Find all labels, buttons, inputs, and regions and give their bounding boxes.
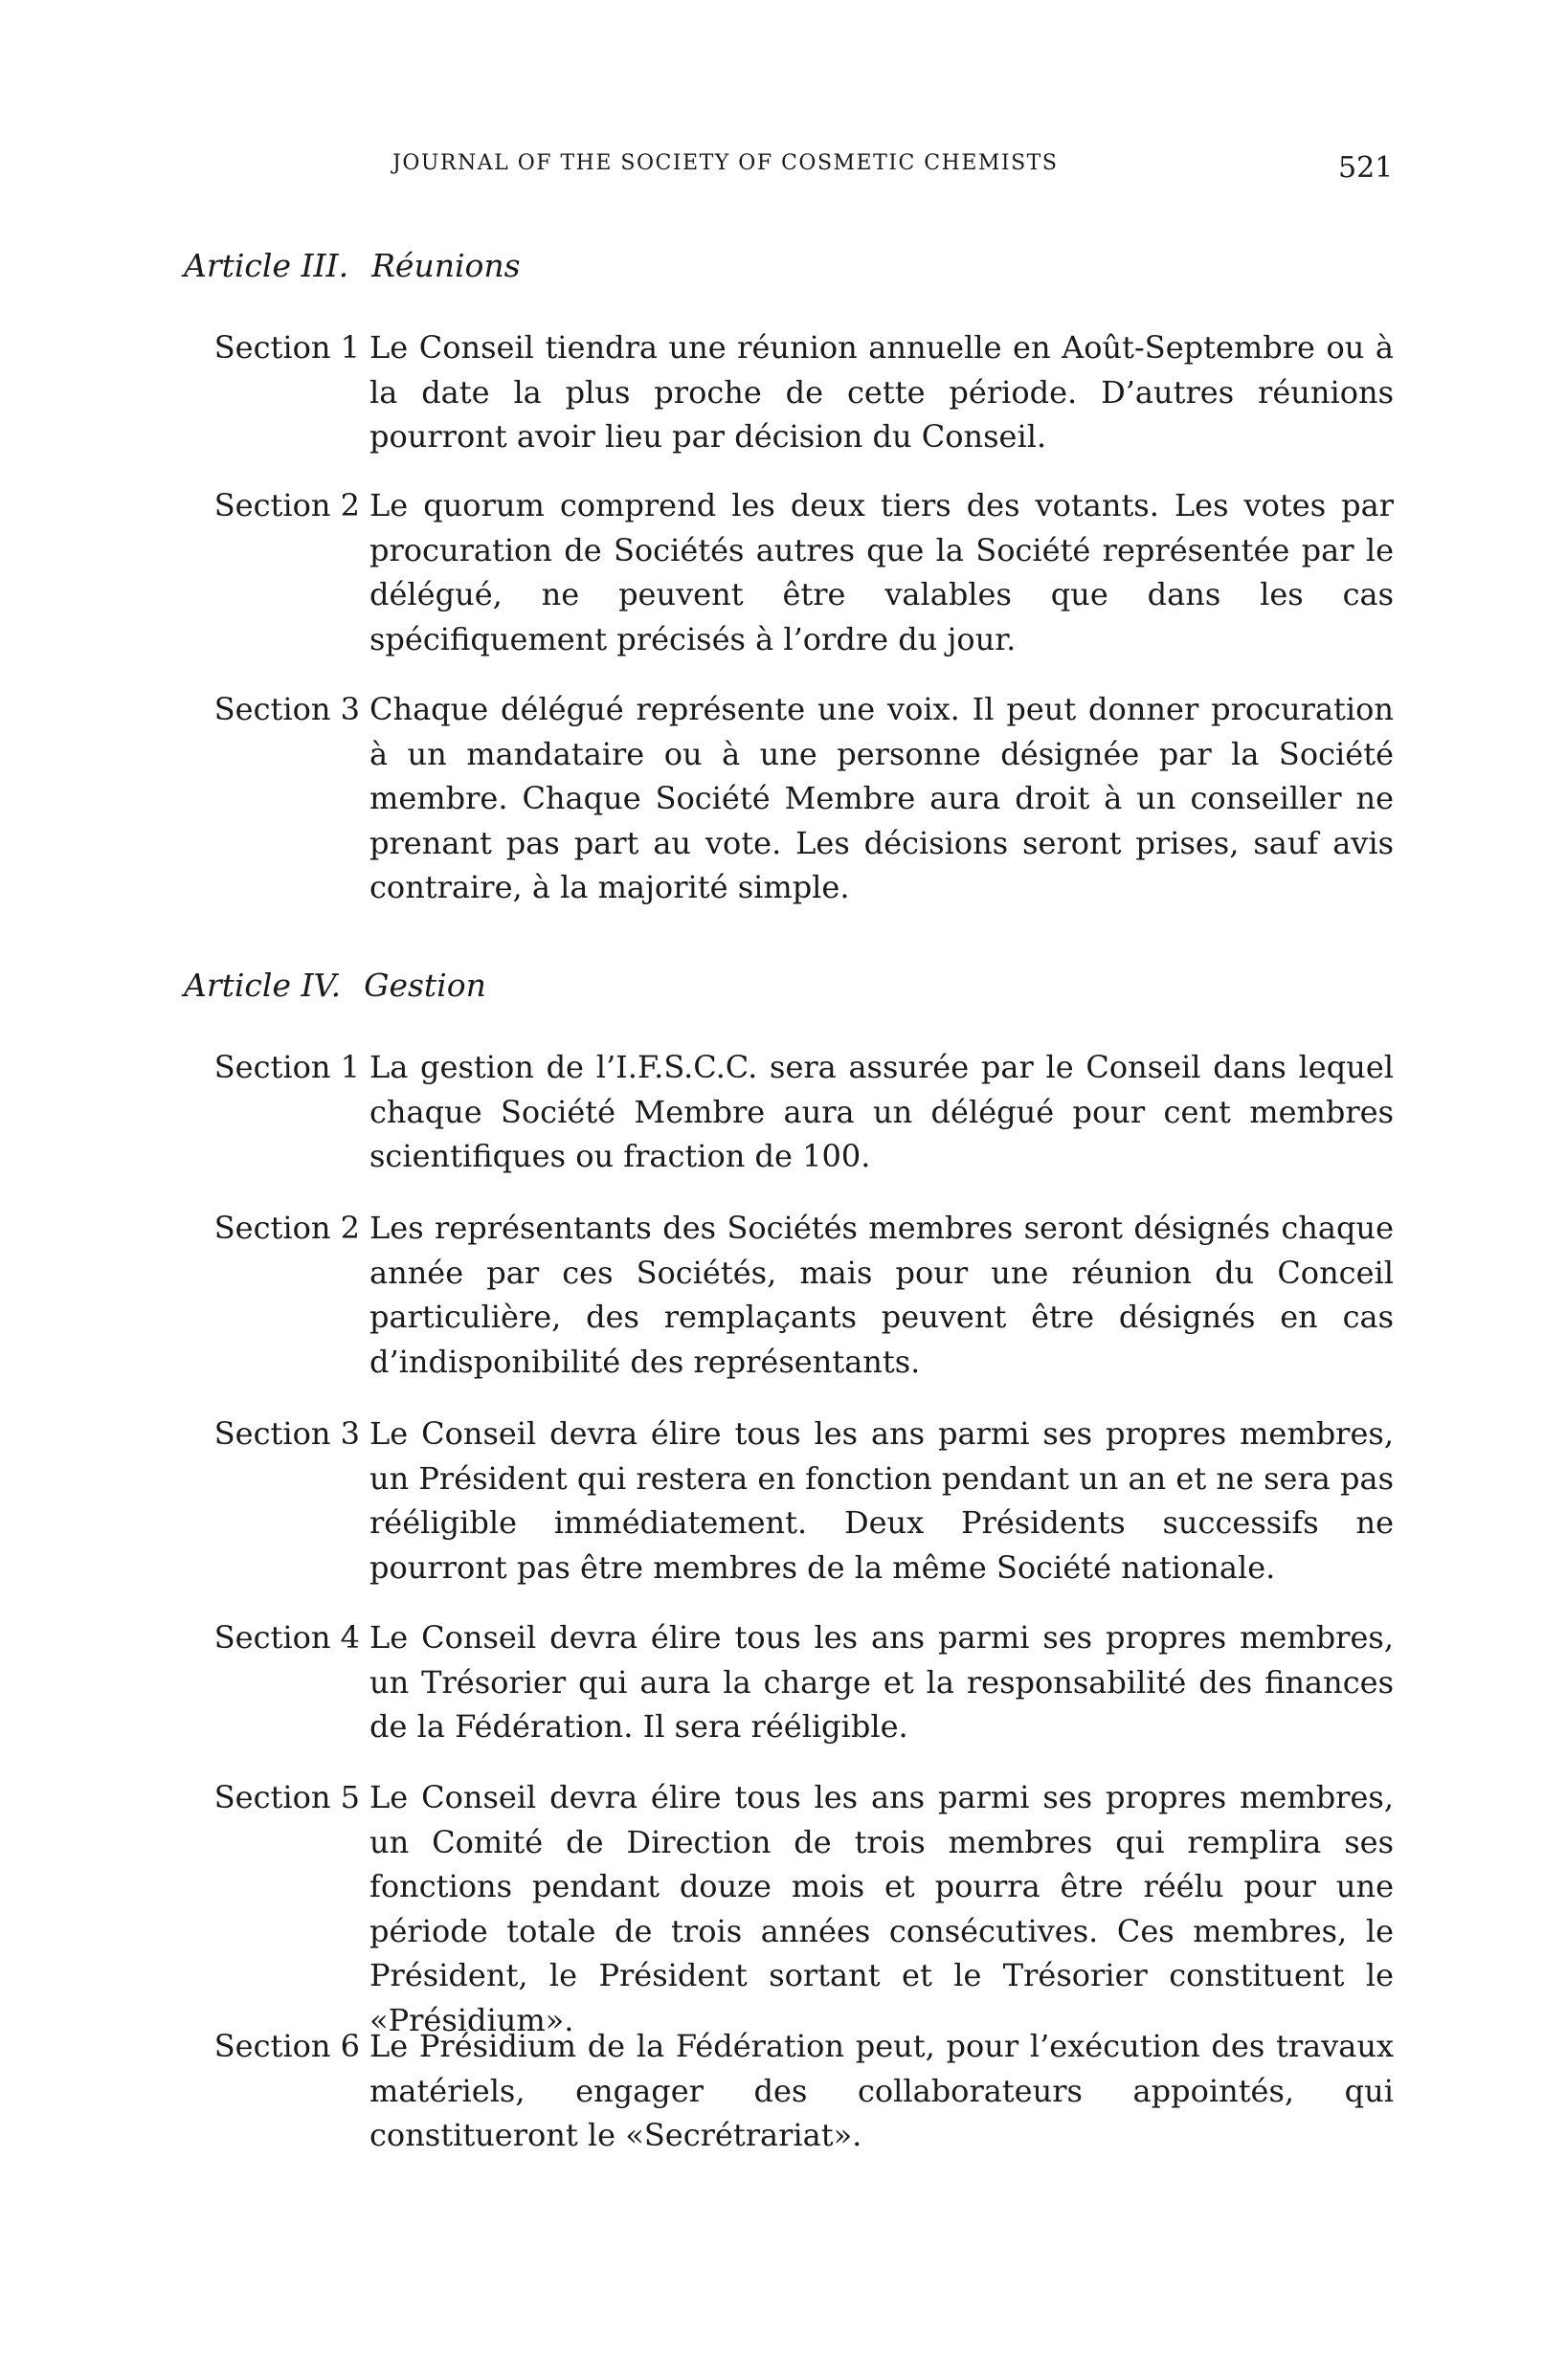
section-label: Section 2 bbox=[213, 1210, 360, 1246]
section-text: Le Conseil devra élire tous les ans parmi ses propres membres, un Comité de Direction de trois membres qui remplira ses fonctions pendant douze mois et pourra être réélu pour une période totale de trois années consécutives. Ces membres, le Président, le Président sortant et le Trésorier constituent le «Présidium». bbox=[369, 1779, 1394, 2038]
section-label: Section 4 bbox=[213, 1619, 360, 1656]
article-iii-section-2 bbox=[182, 483, 1394, 661]
article-iv-section-4 bbox=[182, 1615, 1394, 1749]
section-label: Section 6 bbox=[213, 2028, 360, 2064]
section-label: Section 5 bbox=[213, 1779, 360, 1815]
article-iv-section-5 bbox=[182, 1775, 1394, 2042]
article-title: Gestion bbox=[364, 967, 486, 1004]
article-iii-section-1 bbox=[182, 325, 1394, 459]
article-number: Article IV. bbox=[184, 967, 342, 1004]
article-number: Article III. bbox=[184, 247, 349, 284]
section-text: La gestion de l’I.F.S.C.C. sera assurée par le Conseil dans lequel chaque Société Membre aura un délégué pour cent membres scientifiques ou fraction de 100. bbox=[369, 1049, 1394, 1174]
section-text: Chaque délégué représente une voix. Il peut donner procuration à un mandataire ou à une personne désignée par la Société membre. Chaque Société Membre aura droit à un conseiller ne prenant pas part au vote. Les décisions seront prises, sauf avis contraire, à la majorité simple. bbox=[369, 691, 1394, 905]
section-text: Le Conseil devra élire tous les ans parmi ses propres membres, un Trésorier qui aura la charge et la responsabilité des finances de la Fédération. Il sera rééligible. bbox=[369, 1619, 1394, 1745]
section-label: Section 2 bbox=[213, 487, 360, 523]
section-label: Section 3 bbox=[213, 691, 360, 727]
running-head: JOURNAL OF THE SOCIETY OF COSMETIC CHEMISTS bbox=[392, 151, 1059, 175]
section-text: Le quorum comprend les deux tiers des votants. Les votes par procuration de Sociétés autres que la Société représentée par le délégué, ne peuvent être valables que dans les cas spécifiquement précisés à l’ordre du jour. bbox=[369, 487, 1394, 657]
page-number: 521 bbox=[1338, 151, 1394, 185]
article-iv-section-6 bbox=[182, 2024, 1394, 2158]
section-text: Le Présidium de la Fédération peut, pour l’exécution des travaux matériels, engager des collaborateurs appointés, qui constitueront le «Secrétrariat». bbox=[369, 2028, 1394, 2153]
article-iii-section-3 bbox=[182, 687, 1394, 910]
section-text: Les représentants des Sociétés membres seront désignés chaque année par ces Sociétés, mais pour une réunion du Conceil particulière, des remplaçants peuvent être désignés en cas d’indisponibilité des représentants. bbox=[369, 1210, 1394, 1380]
section-label: Section 3 bbox=[213, 1415, 360, 1452]
article-iv-section-3 bbox=[182, 1412, 1394, 1590]
section-text: Le Conseil devra élire tous les ans parmi ses propres membres, un Président qui restera en fonction pendant un an et ne sera pas rééligible immédiatement. Deux Présidents successifs ne pourront pas être membres de la même Société nationale. bbox=[369, 1415, 1394, 1586]
article-iv-section-1 bbox=[182, 1045, 1394, 1179]
article-iv-section-2 bbox=[182, 1206, 1394, 1384]
article-heading-iii bbox=[184, 247, 521, 284]
section-label: Section 1 bbox=[213, 1049, 360, 1085]
section-text: Le Conseil tiendra une réunion annuelle en Août-Septembre ou à la date la plus proche de cette période. D’autres réunions pourront avoir lieu par décision du Conseil. bbox=[369, 329, 1394, 455]
section-label: Section 1 bbox=[213, 329, 360, 366]
article-heading-iv bbox=[184, 967, 486, 1004]
article-title: Réunions bbox=[371, 247, 521, 284]
